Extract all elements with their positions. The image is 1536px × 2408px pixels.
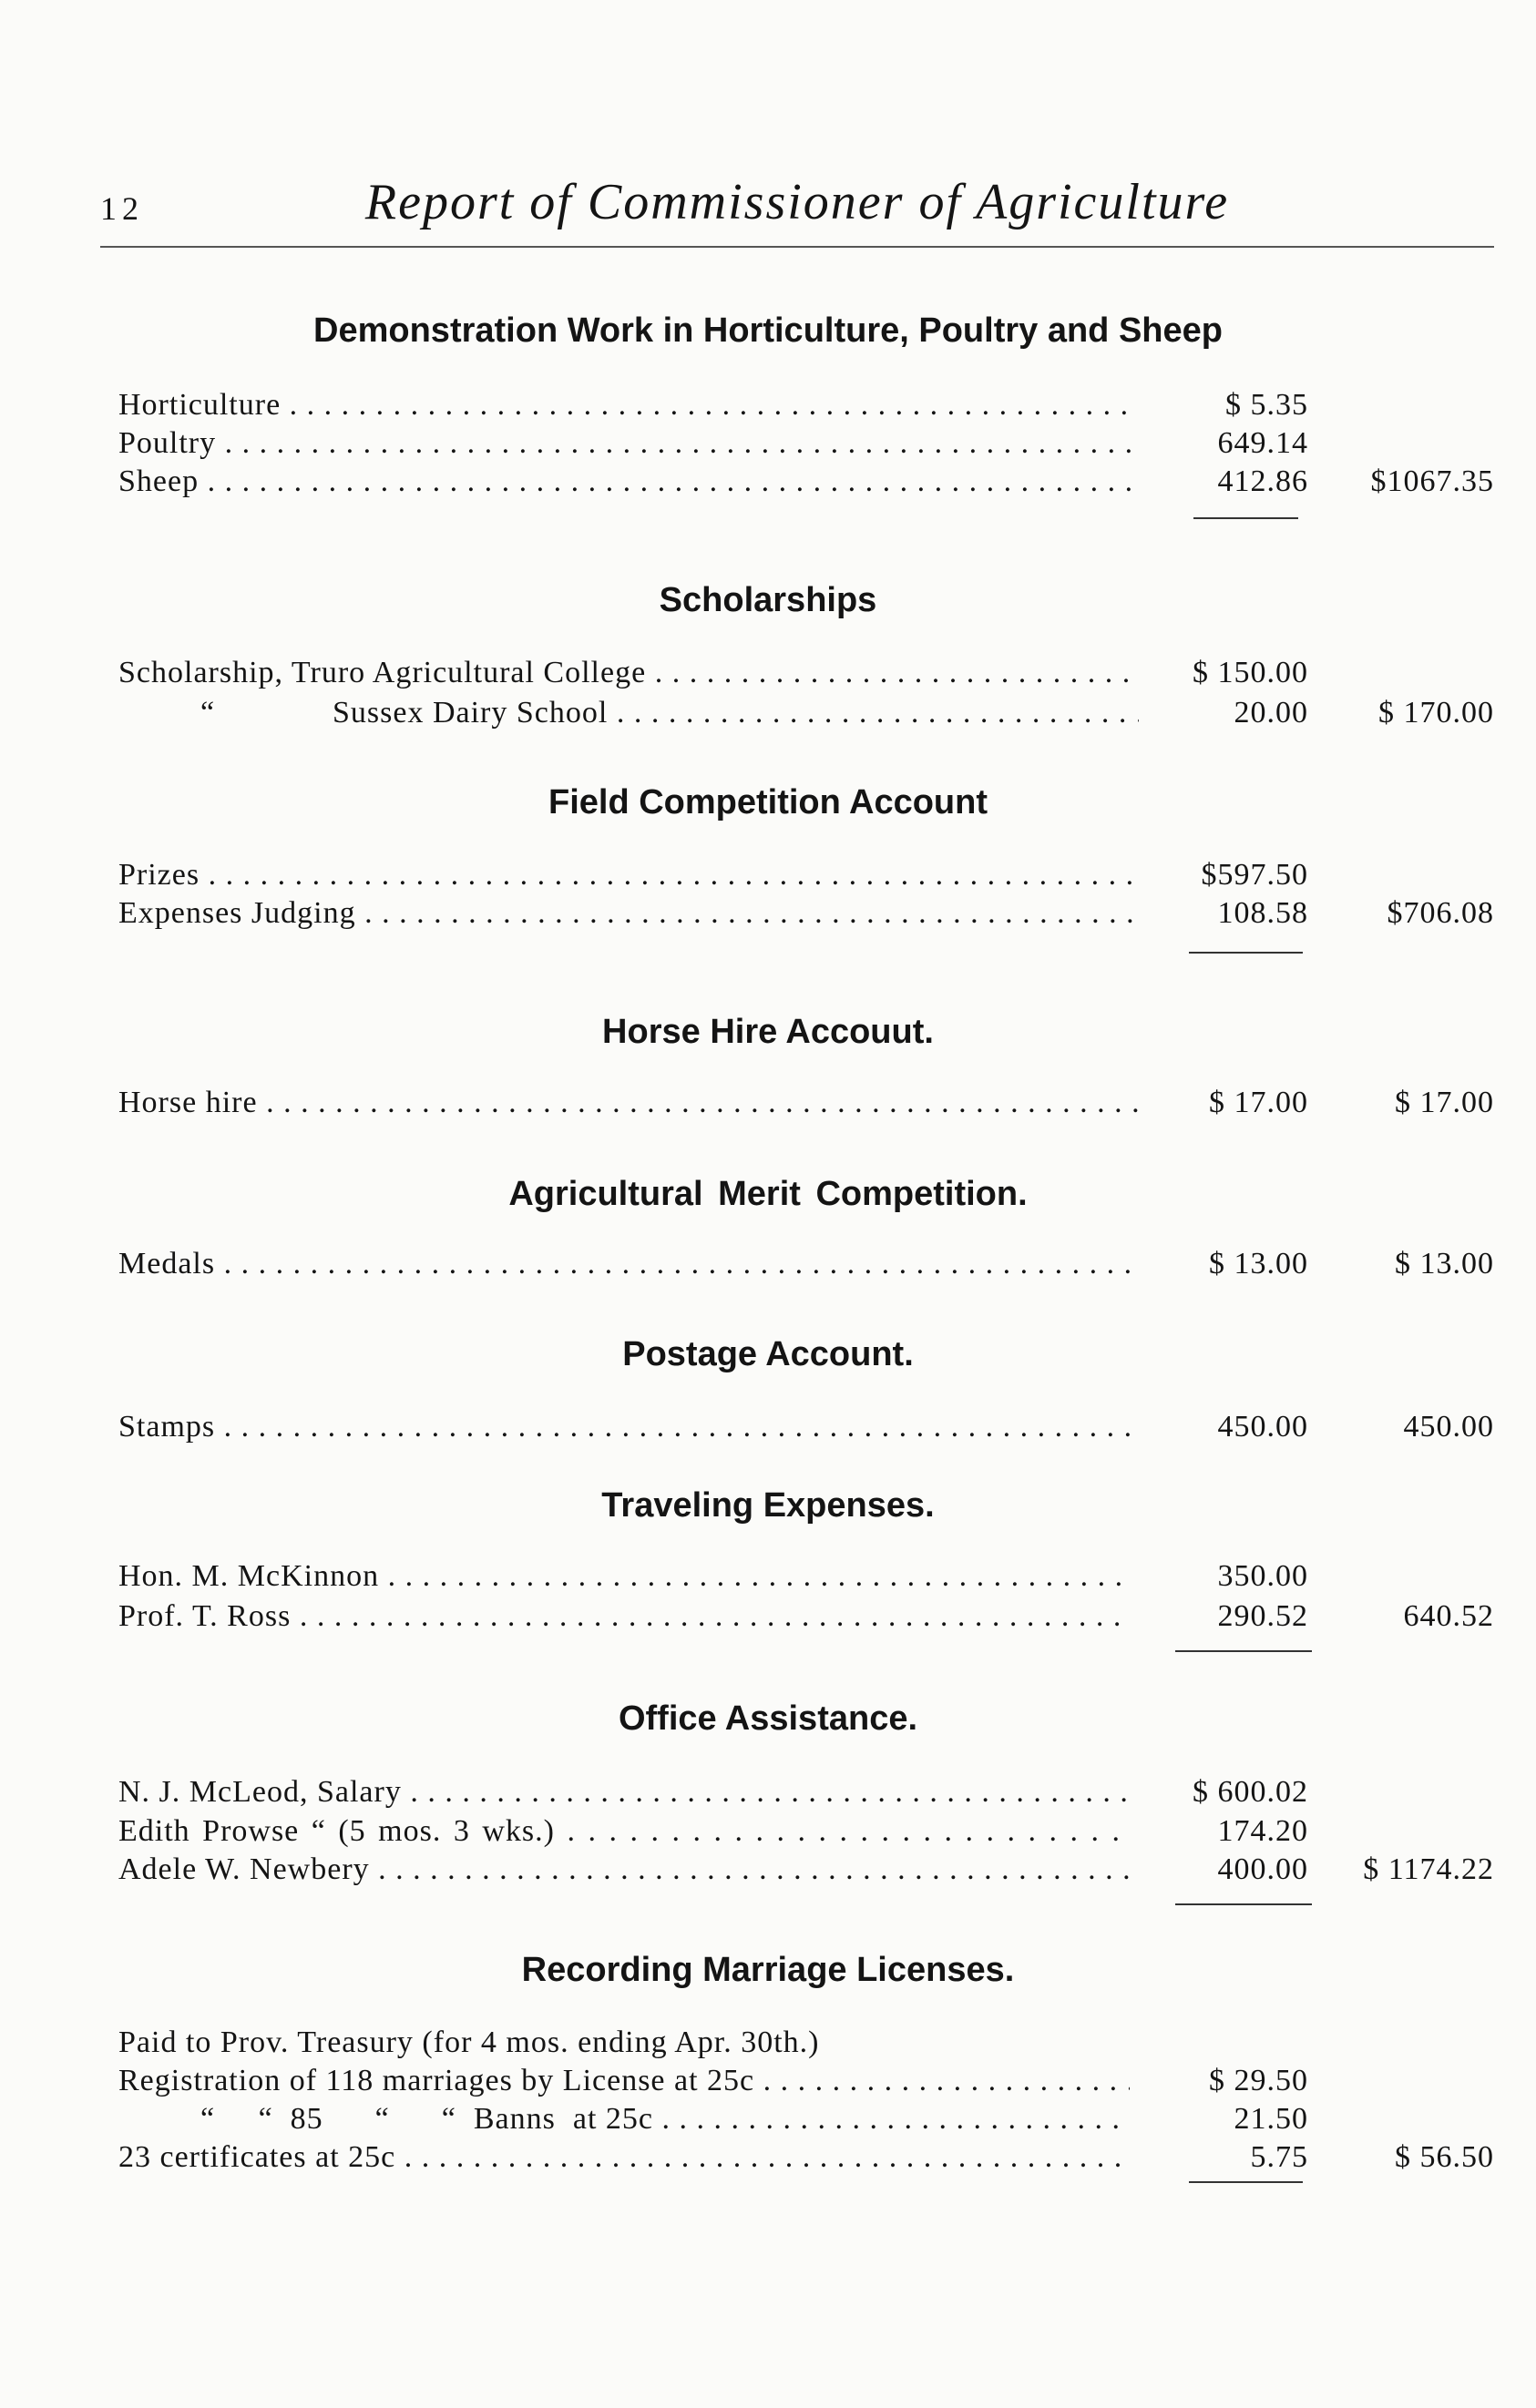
row-label: Edith Prowse “ (5 mos. 3 wks.) . . . [118, 1811, 1130, 1852]
row-label: Sussex Dairy School . . . [333, 692, 1157, 734]
section-title-office-assistance: Office Assistance. [618, 1699, 918, 1738]
ledger-row [0, 2098, 1536, 2140]
row-amount: $ 600.02 [1139, 1771, 1308, 1813]
ledger-row [0, 1082, 1536, 1124]
sum-rule [1189, 952, 1303, 954]
ditto-mark: “ [200, 696, 216, 730]
row-total: $ 1174.22 [1363, 1852, 1494, 1886]
row-amount: $ 29.50 [1139, 2060, 1308, 2102]
ledger-row [0, 423, 1536, 464]
row-label: Prof. T. Ross . . . [118, 1596, 1130, 1638]
row-total: $ 170.00 [1378, 696, 1494, 730]
row-label: Horse hire . . . [118, 1082, 1175, 1124]
row-label: 23 certificates at 25c . . . [118, 2137, 1130, 2178]
section-title-postage: Postage Account. [622, 1335, 914, 1373]
row-label: Horticulture . . . [118, 384, 1157, 426]
row-amount: 5.75 [1139, 2137, 1308, 2178]
row-amount: 649.14 [1139, 423, 1308, 464]
row-amount: 400.00 [1139, 1849, 1308, 1891]
row-amount: $ 13.00 [1139, 1243, 1308, 1285]
row-amount: 290.52 [1139, 1596, 1308, 1638]
ledger-row [0, 1771, 1536, 1813]
ledger-row [0, 2137, 1536, 2178]
ledger-row [0, 1811, 1536, 1852]
row-label: Registration of 118 marriages by License at 25c . . . [118, 2060, 1130, 2102]
row-label: Sheep . . . [118, 461, 1157, 503]
ledger-row [0, 652, 1536, 694]
row-label: Adele W. Newbery . . . [118, 1849, 1130, 1891]
row-label: Paid to Prov. Treasury (for 4 mos. ending Apr. 30th.) [118, 2025, 820, 2059]
row-amount: 108.58 [1139, 893, 1308, 934]
row-total: $ 56.50 [1395, 2140, 1494, 2174]
ledger-row [0, 461, 1536, 503]
section-title-merit-competition: Agricultural Merit Competition. [508, 1175, 1028, 1213]
ledger-row [0, 1243, 1536, 1285]
row-amount: 21.50 [1139, 2098, 1308, 2140]
row-amount: $ 17.00 [1139, 1082, 1308, 1124]
row-amount: $ 5.35 [1139, 384, 1308, 426]
row-total: 450.00 [1403, 1410, 1494, 1444]
row-total: $ 13.00 [1395, 1247, 1494, 1281]
row-label: Scholarship, Truro Agricultural College . . . [118, 652, 1157, 694]
ledger-row [0, 692, 1536, 734]
section-title-horse-hire: Horse Hire Accouut. [602, 1013, 934, 1051]
row-amount: 20.00 [1139, 692, 1308, 734]
page-number: 12 [100, 190, 144, 227]
row-amount: 174.20 [1139, 1811, 1308, 1852]
ledger-row [0, 1596, 1536, 1638]
row-amount: 350.00 [1139, 1556, 1308, 1597]
section-title-scholarships: Scholarships [659, 581, 877, 619]
row-label: Prizes . . . [118, 854, 1175, 896]
row-amount: $ 150.00 [1139, 652, 1308, 694]
sum-rule [1193, 517, 1298, 519]
row-total: $1067.35 [1370, 464, 1494, 498]
row-label: Hon. M. McKinnon . . . [118, 1556, 1130, 1597]
row-amount: 412.86 [1139, 461, 1308, 503]
row-total: 640.52 [1403, 1599, 1494, 1633]
ledger-row [0, 2022, 1536, 2064]
ditto-row-label: “ “ 85 “ “ Banns at 25c . . . [200, 2098, 1130, 2140]
ledger-row [0, 854, 1536, 896]
ledger-row [0, 893, 1536, 934]
section-title-field-competition: Field Competition Account [548, 783, 988, 821]
row-amount: 450.00 [1139, 1406, 1308, 1448]
sum-rule [1175, 1650, 1312, 1652]
ledger-row [0, 1406, 1536, 1448]
running-title: Report of Commissioner of Agriculture [364, 174, 1230, 230]
row-label: Medals . . . [118, 1243, 1130, 1285]
row-amount: $597.50 [1139, 854, 1308, 896]
ledger-row [0, 384, 1536, 426]
row-label: N. J. McLeod, Salary . . . [118, 1771, 1130, 1813]
section-title-marriage-licenses: Recording Marriage Licenses. [521, 1951, 1015, 1989]
ledger-row [0, 1849, 1536, 1891]
row-total: $ 17.00 [1395, 1086, 1494, 1119]
row-label: Expenses Judging . . . [118, 893, 1157, 934]
row-label: Stamps . . . [118, 1406, 1130, 1448]
section-title-traveling: Traveling Expenses. [601, 1486, 935, 1525]
page-header [100, 173, 1494, 246]
header-rule [100, 246, 1494, 248]
row-label: Poultry . . . [118, 423, 1157, 464]
ledger-row [0, 1556, 1536, 1597]
row-total: $706.08 [1387, 896, 1494, 930]
section-title-demonstration: Demonstration Work in Horticulture, Poultry and Sheep [313, 311, 1223, 350]
sum-rule [1175, 1903, 1312, 1905]
sum-rule [1189, 2181, 1303, 2183]
ledger-row [0, 2060, 1536, 2102]
